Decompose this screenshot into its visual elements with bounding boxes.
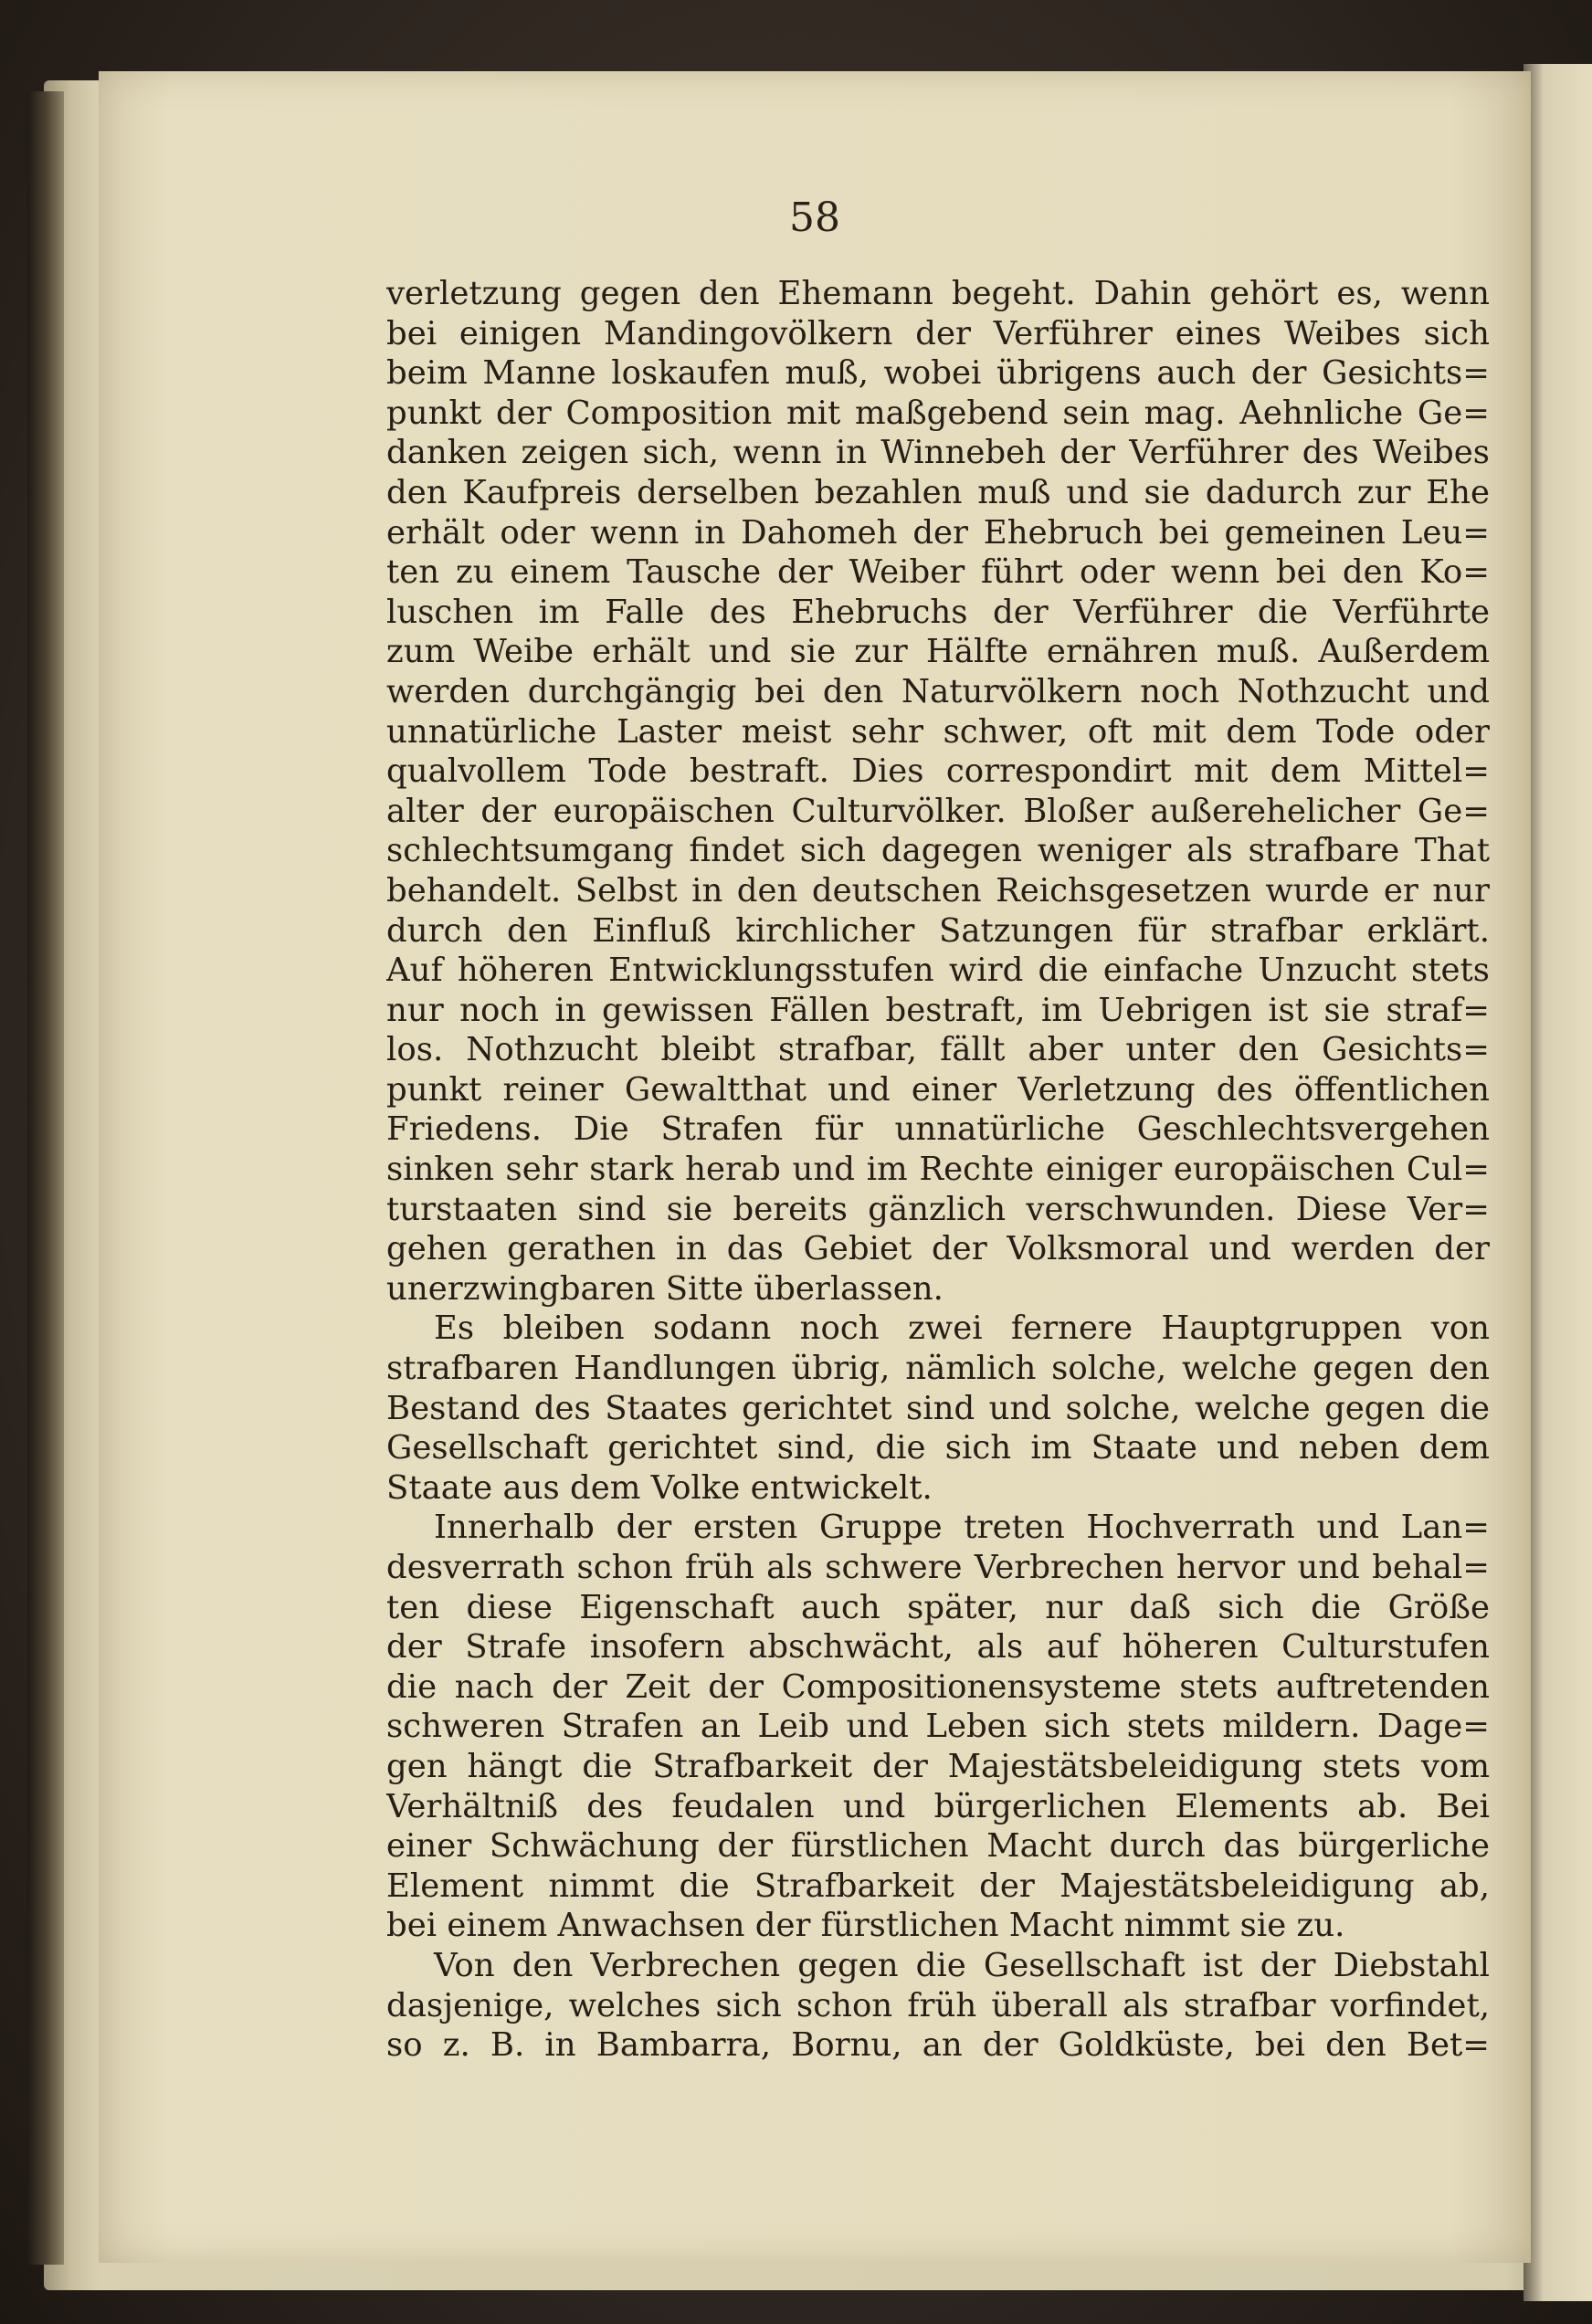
text-line: Staate aus dem Volke entwickelt.: [386, 1468, 933, 1507]
text-line: bei einigen Mandingovölkern der Verführer eines Weibes sich: [386, 314, 1490, 352]
book-page: [99, 71, 1531, 2263]
text-line: alter der europäischen Culturvölker. Bloßer außerehelicher Ge=: [386, 792, 1490, 830]
text-line: strafbaren Handlungen übrig, nämlich solche, welche gegen den: [386, 1350, 1490, 1388]
text-line: sinken sehr stark herab und im Rechte einiger europäischen Cul=: [386, 1151, 1490, 1189]
page-number: 58: [789, 195, 840, 241]
text-line: so z. B. in Bambarra, Bornu, an der Goldküste, bei den Bet=: [386, 2026, 1490, 2065]
text-line: der Strafe insofern abschwächt, als auf höheren Culturstufen: [386, 1628, 1490, 1667]
text-line: Innerhalb der ersten Gruppe treten Hochverrath und Lan=: [434, 1509, 1490, 1547]
text-line: zum Weibe erhält und sie zur Hälfte ernähren muß. Außerdem: [386, 633, 1490, 671]
text-line: dasjenige, welches sich schon früh überall als strafbar vorfindet,: [386, 1986, 1490, 2024]
text-line: verletzung gegen den Ehemann begeht. Dahin gehört es, wenn: [386, 275, 1490, 312]
text-line: los. Nothzucht bleibt strafbar, fällt aber unter den Gesichts=: [386, 1031, 1490, 1069]
text-line: die nach der Zeit der Compositionensysteme stets auftretenden: [386, 1667, 1490, 1706]
text-line: durch den Einfluß kirchlicher Satzungen für strafbar erklärt.: [386, 911, 1490, 950]
text-line: gehen gerathen in das Gebiet der Volksmoral und werden der: [386, 1230, 1490, 1268]
text-line: behandelt. Selbst in den deutschen Reichsgesetzen wurde er nur: [386, 871, 1490, 910]
text-line: schlechtsumgang findet sich dagegen weniger als strafbare That: [386, 832, 1490, 870]
text-line: punkt reiner Gewaltthat und einer Verletzung des öffentlichen: [386, 1070, 1490, 1109]
text-line: gen hängt die Strafbarkeit der Majestätsbeleidigung stets vom: [386, 1747, 1490, 1785]
text-line: bei einem Anwachsen der fürstlichen Macht nimmt sie zu.: [386, 1907, 1345, 1945]
text-line: nur noch in gewissen Fällen bestraft, im Uebrigen ist sie straf=: [386, 991, 1490, 1029]
text-line: Bestand des Staates gerichtet sind und solche, welche gegen die: [386, 1389, 1490, 1427]
text-line: ten diese Eigenschaft auch später, nur daß sich die Größe: [386, 1588, 1490, 1626]
text-line: Es bleiben sodann noch zwei fernere Hauptgruppen von: [434, 1309, 1490, 1348]
text-line: erhält oder wenn in Dahomeh der Ehebruch bei gemeinen Leu=: [386, 513, 1490, 552]
text-line: Gesellschaft gerichtet sind, die sich im Staate und neben dem: [386, 1429, 1490, 1467]
text-line: Verhältniß des feudalen und bürgerlichen Elements ab. Bei: [386, 1787, 1490, 1825]
text-line: schweren Strafen an Leib und Leben sich stets mildern. Dage=: [386, 1708, 1490, 1746]
text-line: turstaaten sind sie bereits gänzlich verschwunden. Diese Ver=: [386, 1190, 1490, 1228]
text-line: luschen im Falle des Ehebruchs der Verführer die Verführte: [386, 593, 1490, 631]
text-line: werden durchgängig bei den Naturvölkern noch Nothzucht und: [386, 672, 1490, 710]
text-line: beim Manne loskaufen muß, wobei übrigens auch der Gesichts=: [386, 354, 1490, 393]
text-line: Element nimmt die Strafbarkeit der Majestätsbeleidigung ab,: [386, 1867, 1490, 1905]
text-line: Von den Verbrechen gegen die Gesellschaft ist der Diebstahl: [434, 1946, 1490, 1984]
text-line: qualvollem Tode bestraft. Dies correspondirt mit dem Mittel=: [386, 752, 1490, 791]
facing-page-edge: [1523, 64, 1592, 2301]
text-line: ten zu einem Tausche der Weiber führt oder wenn bei den Ko=: [386, 553, 1490, 592]
book-spine-edge: [27, 91, 64, 2265]
text-line: punkt der Composition mit maßgebend sein mag. Aehnliche Ge=: [386, 394, 1490, 432]
text-line: Auf höheren Entwicklungsstufen wird die einfache Unzucht stets: [386, 952, 1490, 990]
text-line: unerzwingbaren Sitte überlassen.: [386, 1269, 944, 1308]
text-line: unnatürliche Laster meist sehr schwer, oft mit dem Tode oder: [386, 712, 1490, 751]
text-line: den Kaufpreis derselben bezahlen muß und sie dadurch zur Ehe: [386, 473, 1490, 511]
text-line: desverrath schon früh als schwere Verbrechen hervor und behal=: [386, 1549, 1490, 1586]
text-line: einer Schwächung der fürstlichen Macht durch das bürgerliche: [386, 1827, 1490, 1866]
text-line: danken zeigen sich, wenn in Winnebeh der Verführer des Weibes: [386, 434, 1490, 472]
text-line: Friedens. Die Strafen für unnatürliche Geschlechtsvergehen: [386, 1110, 1490, 1149]
page-text-block: [386, 274, 1490, 2066]
